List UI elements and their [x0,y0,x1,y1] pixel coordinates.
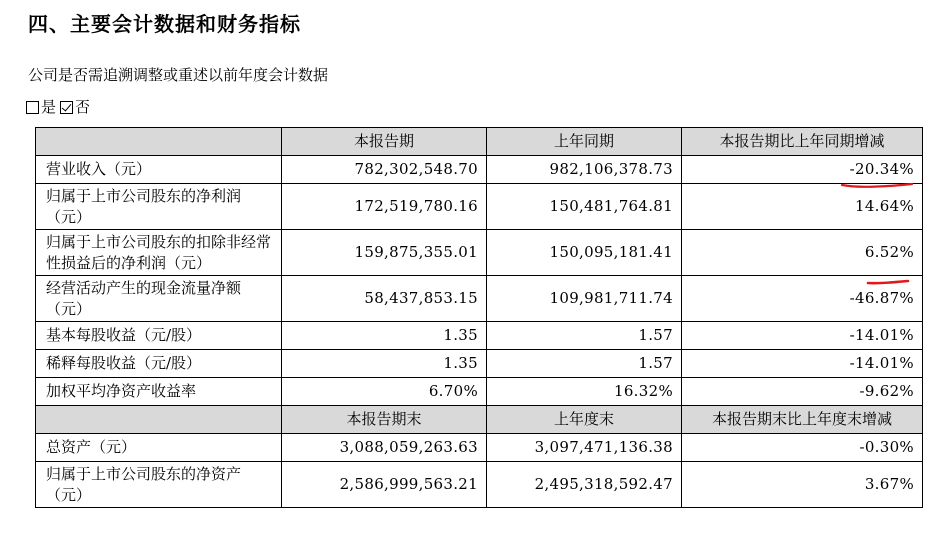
table-header-row [36,406,923,434]
current-value: 1.35 [282,350,487,378]
option-yes-label: 是 [41,98,57,116]
table-row [36,350,923,378]
header-cell: 本报告期末比上年度末增减 [682,406,923,434]
previous-value: 109,981,711.74 [487,276,682,322]
current-value: 3,088,059,263.63 [282,434,487,462]
previous-value: 2,495,318,592.47 [487,462,682,508]
change-value: 3.67% [682,462,923,508]
table-row [36,322,923,350]
checkbox-unchecked-icon[interactable] [26,101,39,114]
section-heading: 四、主要会计数据和财务指标 [28,12,301,36]
change-value: -0.30% [682,434,923,462]
previous-value: 1.57 [487,350,682,378]
current-value: 172,519,780.16 [282,184,487,230]
previous-value: 982,106,378.73 [487,156,682,184]
table-row [36,434,923,462]
change-value: -20.34% [682,156,923,184]
table-row [36,184,923,230]
row-label: 归属于上市公司股东的净资产（元） [36,462,282,508]
option-yes[interactable] [26,96,56,117]
previous-value: 3,097,471,136.38 [487,434,682,462]
option-no[interactable] [60,96,90,117]
option-no-label: 否 [75,98,91,116]
header-cell: 上年同期 [487,128,682,156]
checkbox-checked-icon[interactable] [60,101,73,114]
change-value: 14.64% [682,184,923,230]
row-label: 归属于上市公司股东的扣除非经常性损益后的净利润（元） [36,230,282,276]
restatement-question: 公司是否需追溯调整或重述以前年度会计数据 [28,66,329,84]
financial-indicators-table [35,127,923,508]
current-value: 58,437,853.15 [282,276,487,322]
header-cell [36,406,282,434]
table-row [36,156,923,184]
change-value: -14.01% [682,322,923,350]
row-label: 经营活动产生的现金流量净额（元） [36,276,282,322]
previous-value: 150,481,764.81 [487,184,682,230]
change-value: 6.52% [682,230,923,276]
change-value: -14.01% [682,350,923,378]
change-value: -9.62% [682,378,923,406]
current-value: 782,302,548.70 [282,156,487,184]
header-cell: 本报告期 [282,128,487,156]
current-value: 1.35 [282,322,487,350]
previous-value: 16.32% [487,378,682,406]
row-label: 基本每股收益（元/股） [36,322,282,350]
current-value: 2,586,999,563.21 [282,462,487,508]
change-value: -46.87% [682,276,923,322]
restatement-options [26,96,94,117]
table-row [36,378,923,406]
header-cell: 上年度末 [487,406,682,434]
table-row [36,230,923,276]
current-value: 6.70% [282,378,487,406]
table-row [36,462,923,508]
previous-value: 1.57 [487,322,682,350]
table-header-row [36,128,923,156]
header-cell: 本报告期比上年同期增减 [682,128,923,156]
row-label: 归属于上市公司股东的净利润（元） [36,184,282,230]
table-row [36,276,923,322]
row-label: 稀释每股收益（元/股） [36,350,282,378]
current-value: 159,875,355.01 [282,230,487,276]
previous-value: 150,095,181.41 [487,230,682,276]
header-cell: 本报告期末 [282,406,487,434]
row-label: 总资产（元） [36,434,282,462]
row-label: 加权平均净资产收益率 [36,378,282,406]
row-label: 营业收入（元） [36,156,282,184]
header-cell [36,128,282,156]
